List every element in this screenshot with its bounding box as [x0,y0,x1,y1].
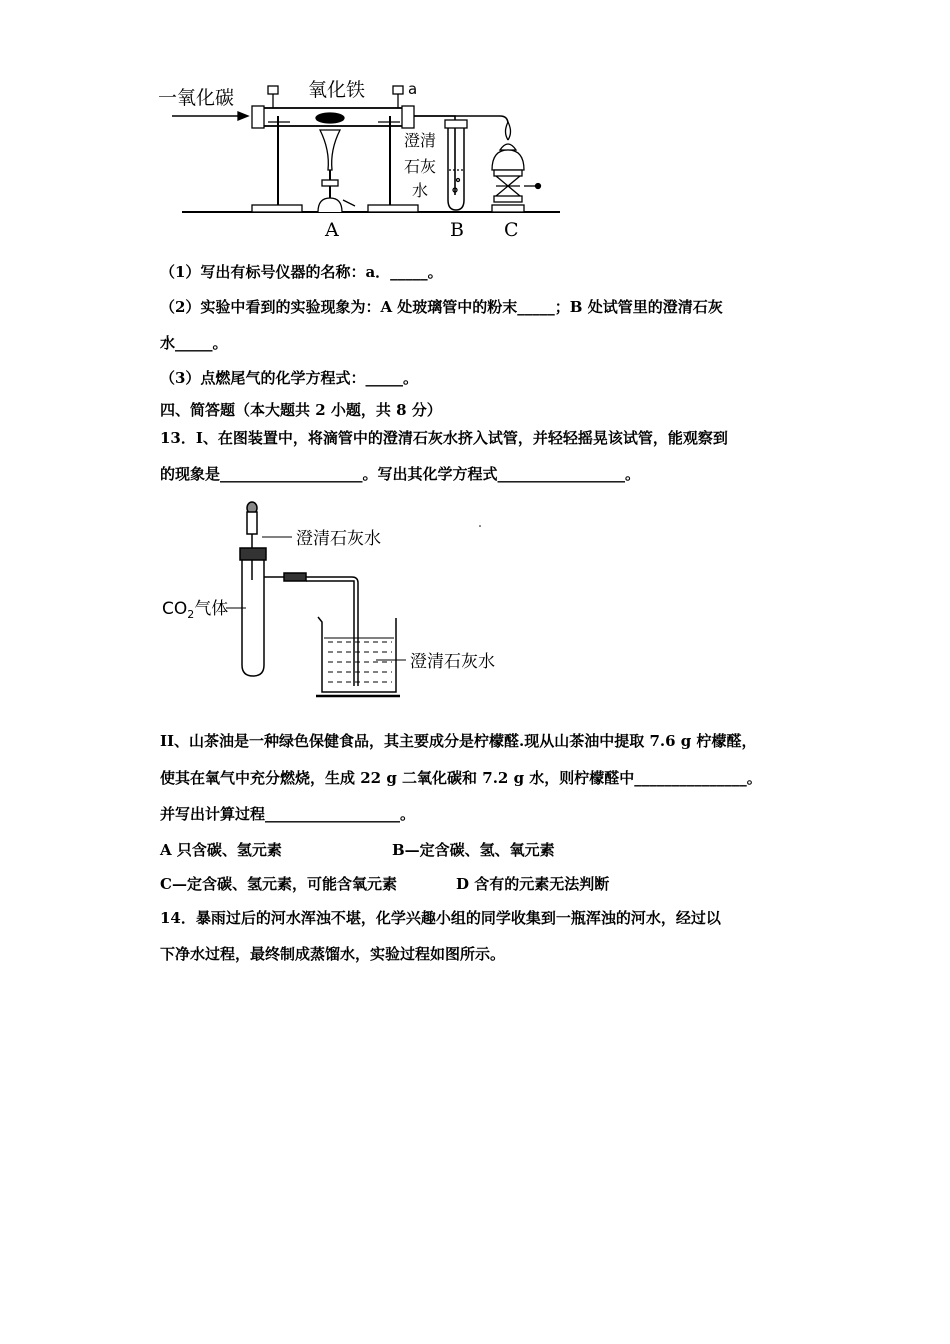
label-limewater-3: 水 [412,181,429,200]
q14-line2: 下净水过程，最终制成蒸馏水，实验过程如图所示。 [160,945,506,963]
q12-part1: （1）写出有标号仪器的名称：a．_____。 [160,263,443,281]
label-iron-oxide: 氧化铁 [308,79,366,101]
q13-part2-line1: II、山茶油是一种绿色保健食品，其主要成分是柠檬醛.现从山茶油中提取 7.6 g 柠檬醛， [160,732,757,750]
q13-option-b: B—定含碳、氢、氧元素 [392,841,555,859]
section-4-heading: 四、简答题（本大题共 2 小题，共 8 分） [160,401,442,419]
q13-line2: 的现象是___________________。写出其化学方程式_________________。 [160,465,641,483]
label-A: A [325,219,339,241]
label-C: C [504,219,519,241]
label-limewater-beaker: 澄清石灰水 [410,652,495,672]
q14-line1: 14．暴雨过后的河水浑浊不堪，化学兴趣小组的同学收集到一瓶浑浊的河水，经过以 [160,909,721,927]
q12-part3: （3）点燃尾气的化学方程式：_____。 [160,369,418,387]
q13-part2-line2: 使其在氧气中充分燃烧，生成 22 g 二氧化碳和 7.2 g 水，则柠檬醛中_______________。 [160,769,762,787]
label-co: 一氧化碳 [158,87,235,109]
q13-option-d: D 含有的元素无法判断 [456,875,610,893]
q13-option-c: C—定含碳、氢元素，可能含氧元素 [160,875,397,893]
q13-part2-line3: 并写出计算过程__________________。 [160,805,416,823]
co-reduction-apparatus-figure [0,0,950,250]
q12-part2-line1: （2）实验中看到的实验现象为：A 处玻璃管中的粉末_____；B 处试管里的澄清石灰 [160,298,723,316]
q12-part2-line2: 水_____。 [160,334,228,352]
q13-option-a: A 只含碳、氢元素 [160,841,282,859]
label-B: B [450,219,464,241]
label-a: a [408,80,418,98]
label-co2-gas: $CO_2$气体 [162,599,229,621]
q13-line1: 13．Ⅰ、在图装置中，将滴管中的澄清石灰水挤入试管，并轻轻摇晃该试管，能观察到 [160,429,728,447]
label-limewater-1: 澄清 [404,131,437,150]
label-limewater-2: 石灰 [404,157,437,176]
label-limewater-dropper: 澄清石灰水 [296,529,381,549]
